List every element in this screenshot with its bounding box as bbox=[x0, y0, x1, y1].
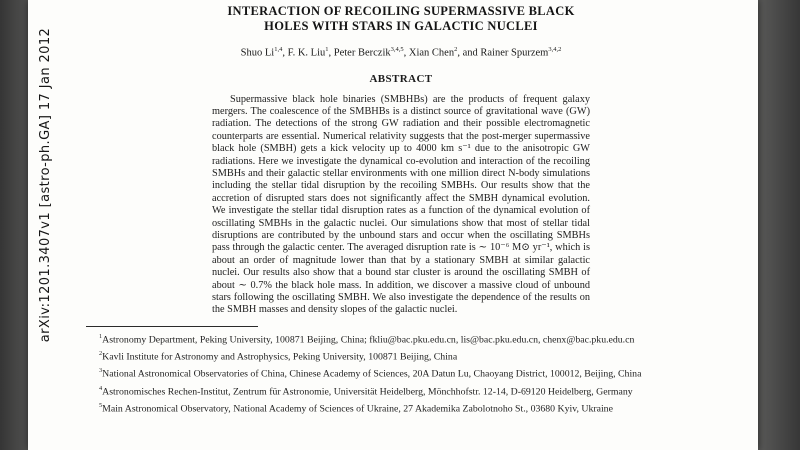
paper-title-line-1: INTERACTION OF RECOILING SUPERMASSIVE BLACK bbox=[227, 4, 575, 18]
footnotes-section bbox=[86, 331, 716, 414]
footnote-marker-1: 1 bbox=[99, 332, 103, 340]
footnote-5 bbox=[86, 400, 716, 414]
footnote-2 bbox=[86, 348, 716, 362]
footnote-marker-5: 5 bbox=[99, 401, 103, 409]
footnote-rule bbox=[86, 326, 258, 327]
paper-title-line-2: HOLES WITH STARS IN GALACTIC NUCLEI bbox=[264, 19, 538, 33]
footnote-text-3: National Astronomical Observatories of China, Chinese Academy of Sciences, 20A Datun Lu, Chaoyang District, 100012, Beijing, China bbox=[102, 368, 642, 380]
footnote-text-4: Astronomisches Rechen-Institut, Zentrum für Astronomie, Universität Heidelberg, Mönchhofstr. 12-14, D-69120 Heidelberg, Germany bbox=[102, 385, 633, 397]
author-name: , Xian Chen bbox=[403, 47, 455, 59]
arxiv-watermark: arXiv:1201.3407v1 [astro-ph.GA] 17 Jan 2012 bbox=[38, 27, 53, 343]
author-affiliation-marker: 3,4,2 bbox=[548, 46, 562, 53]
paper-content bbox=[86, 0, 716, 414]
paper-title bbox=[86, 4, 716, 34]
author-list bbox=[86, 46, 716, 59]
author-affiliation-marker: 3,4,5 bbox=[390, 46, 404, 53]
author-name: Shuo Li bbox=[240, 47, 275, 59]
footnote-3 bbox=[86, 365, 716, 379]
footnote-text-1: Astronomy Department, Peking University, 100871 Beijing, China; fkliu@bac.pku.edu.cn, lis@bac.pku.edu.cn, chenx@bac.pku.edu.cn bbox=[102, 334, 635, 346]
footnote-marker-3: 3 bbox=[99, 367, 103, 375]
author-affiliation-marker: 1,4 bbox=[274, 46, 283, 53]
footnote-marker-2: 2 bbox=[99, 350, 103, 358]
footnote-marker-4: 4 bbox=[99, 384, 103, 392]
author-name: , Peter Berczik bbox=[328, 47, 391, 59]
footnote-text-5: Main Astronomical Observatory, National Academy of Sciences of Ukraine, 27 Akademika Zabolotnoho St., 03680 Kyiv, Ukraine bbox=[102, 403, 613, 415]
author-affiliation-marker: 1 bbox=[325, 46, 329, 53]
footnote-1 bbox=[86, 331, 716, 345]
abstract-heading: ABSTRACT bbox=[369, 72, 433, 85]
footnote-text-2: Kavli Institute for Astronomy and Astrophysics, Peking University, 100871 Beijing, China bbox=[102, 351, 458, 363]
author-name: , and Rainer Spurzem bbox=[457, 47, 549, 59]
paper-page bbox=[28, 0, 758, 450]
author-name: , F. K. Liu bbox=[282, 47, 326, 59]
author-affiliation-marker: 2 bbox=[454, 46, 458, 53]
abstract-text: Supermassive black hole binaries (SMBHBs) are the products of frequent galaxy mergers. The coalescence of the SMBHBs is a distinct source of gravitational wave (GW) radiation. The detections of the strong GW radiation and their possible electromagnetic counterparts are essential. Numerical relativity suggests that the post-merger supermassive black hole (SMBH) gets a kick velocity up to 4000 km s⁻¹ due to the anisotropic GW radiations. Here we investigate the dynamical co-evolution and interaction of the recoiling SMBHs and their galactic stellar environments with one million direct N-body simulations including the stellar tidal disruption by the recoiling SMBHs. Our results show that the accretion of disrupted stars does not significantly affect the SMBH dynamical evolution. We investigate the stellar tidal disruption rates as a function of the dynamical evolution of oscillating SMBHs in the galactic nuclei. Our simulations show that most of stellar tidal disruptions are contributed by the unbound stars and occur when the oscillating SMBHs pass through the galactic center. The averaged disruption rate is ∼ 10⁻⁶ M⊙ yr⁻¹, which is about an order of magnitude lower than that by a stationary SMBH at similar galactic nuclei. Our results also show that a bound star cluster is around the oscillating SMBH of about ∼ 0.7% the black hole mass. In addition, we discover a massive cloud of unbound stars following the oscillating SMBH. We also investigate the dependence of the results on the SMBH masses and density slopes of the galactic nuclei. bbox=[212, 93, 590, 316]
footnote-4 bbox=[86, 383, 716, 397]
